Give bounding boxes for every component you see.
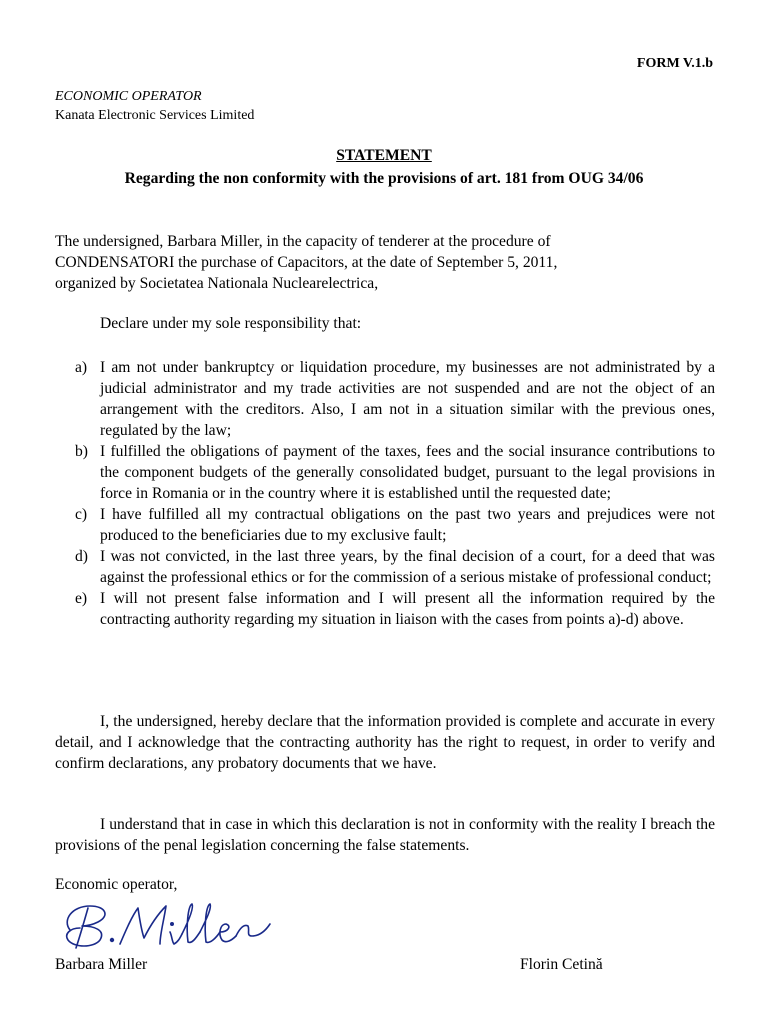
list-item-text: I fulfilled the obligations of payment of the taxes, fees and the social insurance contributions to the component budgets of the generally consolidated budget, pursuant to the legal provisions in force in Romania or in the country where it is established until the requested date;: [100, 443, 715, 502]
list-item: [55, 504, 715, 546]
list-marker: b): [75, 443, 88, 460]
intro-line: The undersigned, Barbara Miller, in the capacity of tenderer at the procedure of: [55, 233, 551, 250]
list-marker: d): [75, 548, 88, 565]
intro-line: organized by Societatea Nationala Nuclearelectrica,: [55, 275, 379, 292]
acknowledgement-paragraph: I, the undersigned, hereby declare that the information provided is complete and accurate in every detail, and I acknowledge that the contracting authority has the right to request, in order to verify and confirm declarations, any probatory documents that we have.: [55, 713, 715, 772]
document-title: STATEMENT: [336, 147, 432, 164]
list-item: [55, 546, 715, 588]
penal-warning-paragraph: I understand that in case in which this declaration is not in conformity with the reality I breach the provisions of the penal legislation concerning the false statements.: [55, 816, 715, 854]
declare-line: Declare under my sole responsibility that:: [100, 315, 362, 332]
operator-name: Kanata Electronic Services Limited: [55, 108, 255, 123]
list-marker: e): [75, 590, 88, 607]
list-item-text: I have fulfilled all my contractual obligations on the past two years and prejudices were not produced to the beneficiaries due to my exclusive fault;: [100, 506, 715, 544]
list-marker: c): [75, 506, 88, 523]
list-item-text: I will not present false information and I will present all the information required by the contracting authority regarding my situation in liaison with the cases from points a)-d) above.: [100, 590, 715, 628]
signatory-right-name: Florin Cetină: [520, 956, 603, 973]
declaration-list: [55, 357, 715, 630]
list-item-text: I was not convicted, in the last three years, by the final decision of a court, for a deed that was against the professional ethics or for the commission of a serious mistake of professional conduct;: [100, 548, 715, 586]
intro-line: CONDENSATORI the purchase of Capacitors, at the date of September 5, 2011,: [55, 254, 558, 271]
list-item: [55, 357, 715, 441]
economic-operator-label: Economic operator,: [55, 876, 178, 893]
form-label: FORM V.1.b: [636, 56, 713, 71]
handwritten-signature: [60, 896, 290, 956]
list-marker: a): [75, 359, 88, 376]
list-item: [55, 588, 715, 630]
intro-paragraph: [55, 231, 715, 294]
document-subtitle: Regarding the non conformity with the provisions of art. 181 from OUG 34/06: [124, 170, 644, 187]
signatory-left-name: Barbara Miller: [55, 956, 148, 973]
operator-header: ECONOMIC OPERATOR: [55, 89, 202, 104]
list-item: [55, 441, 715, 504]
list-item-text: I am not under bankruptcy or liquidation procedure, my businesses are not administrated by a judicial administrator and my trade activities are not suspended and are not the object of an arrangement with the creditors. Also, I am not in a situation similar with the previous ones, regulated by the law;: [100, 359, 715, 439]
